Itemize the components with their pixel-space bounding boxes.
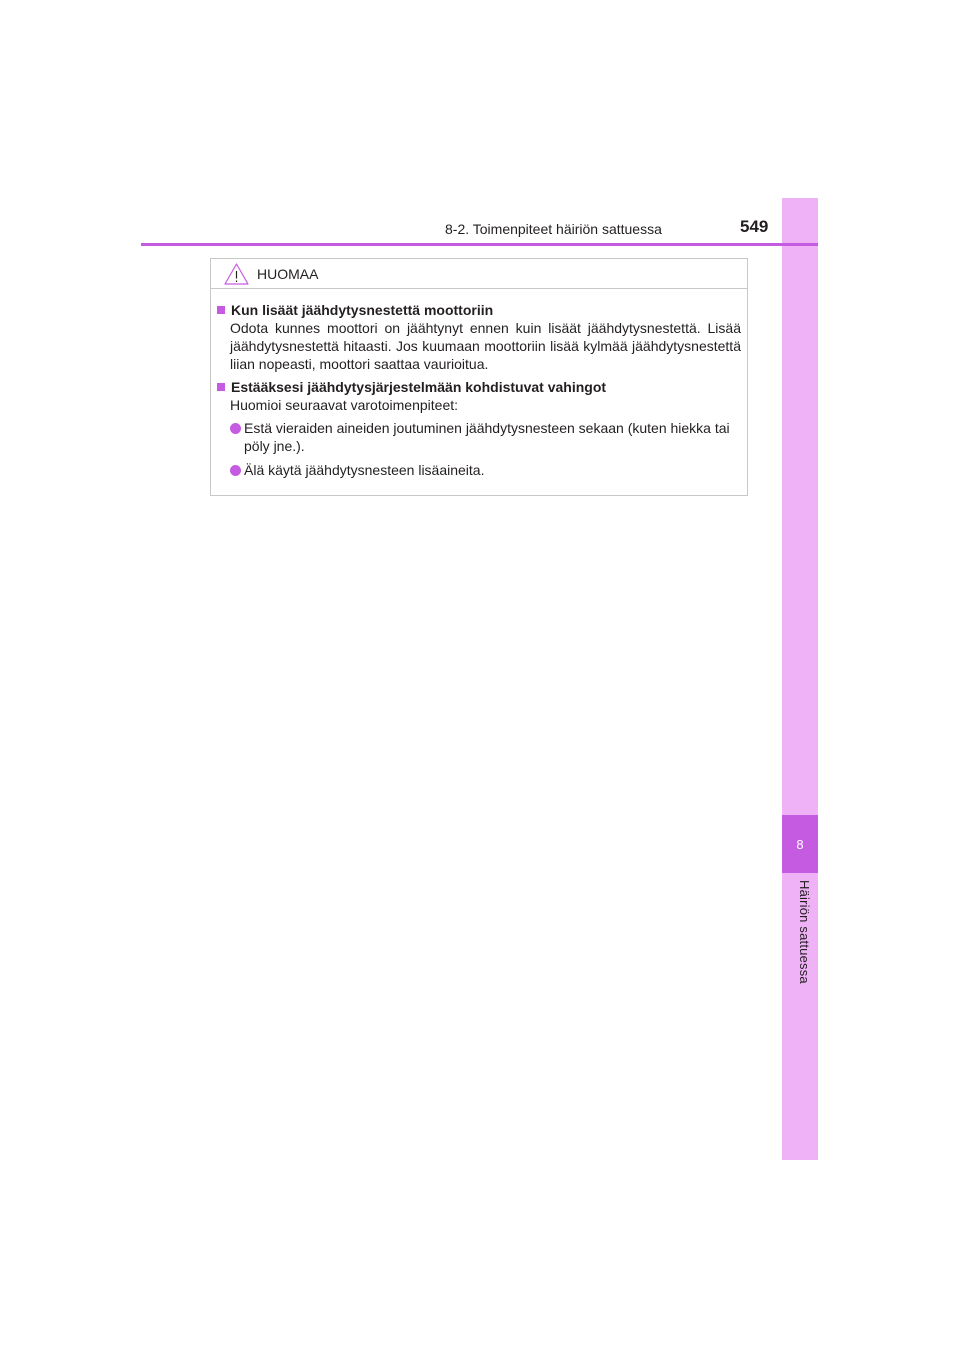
section-paragraph: Odota kunnes moottori on jäähtynyt ennen kuin lisäät jäähdytysnestettä. Lisää jäähdytysnestettä hitaasti. Jos kuumaan moottoriin lisää kylmää jäähdytysnestettä liian nopeasti, moottori saattaa vaurioitua. — [230, 320, 741, 372]
chapter-title: Häiriön sattuessa — [797, 880, 812, 984]
square-bullet-icon — [217, 383, 225, 391]
section-paragraph: Huomioi seuraavat varotoimenpiteet: — [230, 397, 459, 413]
bullet-item — [217, 419, 741, 455]
circle-bullet-icon — [230, 465, 241, 476]
bullet-text: Älä käytä jäähdytysnesteen lisäaineita. — [244, 462, 485, 478]
notice-body — [211, 289, 747, 479]
header-rule — [141, 243, 818, 246]
square-bullet-icon — [217, 306, 225, 314]
section-heading-text: Kun lisäät jäähdytysnestettä moottoriin — [231, 302, 494, 318]
bullet-text: Estä vieraiden aineiden joutuminen jäähdytysnesteen sekaan (kuten hiekka tai pöly jne.). — [244, 420, 730, 454]
notice-title: HUOMAA — [257, 265, 319, 282]
notice-box — [210, 258, 748, 496]
notice-header — [211, 259, 747, 289]
page-number: 549 — [740, 217, 769, 236]
circle-bullet-icon — [230, 423, 241, 434]
section-heading-text: Estääksesi jäähdytysjärjestelmään kohdistuvat vahingot — [231, 379, 607, 395]
side-tab — [782, 198, 818, 1160]
section-heading — [217, 301, 741, 319]
bullet-item — [217, 461, 741, 479]
section-heading — [217, 378, 741, 396]
chapter-number-badge: 8 — [782, 815, 818, 873]
warning-triangle-icon — [224, 263, 249, 285]
section-header: 8-2. Toimenpiteet häiriön sattuessa — [445, 221, 662, 237]
